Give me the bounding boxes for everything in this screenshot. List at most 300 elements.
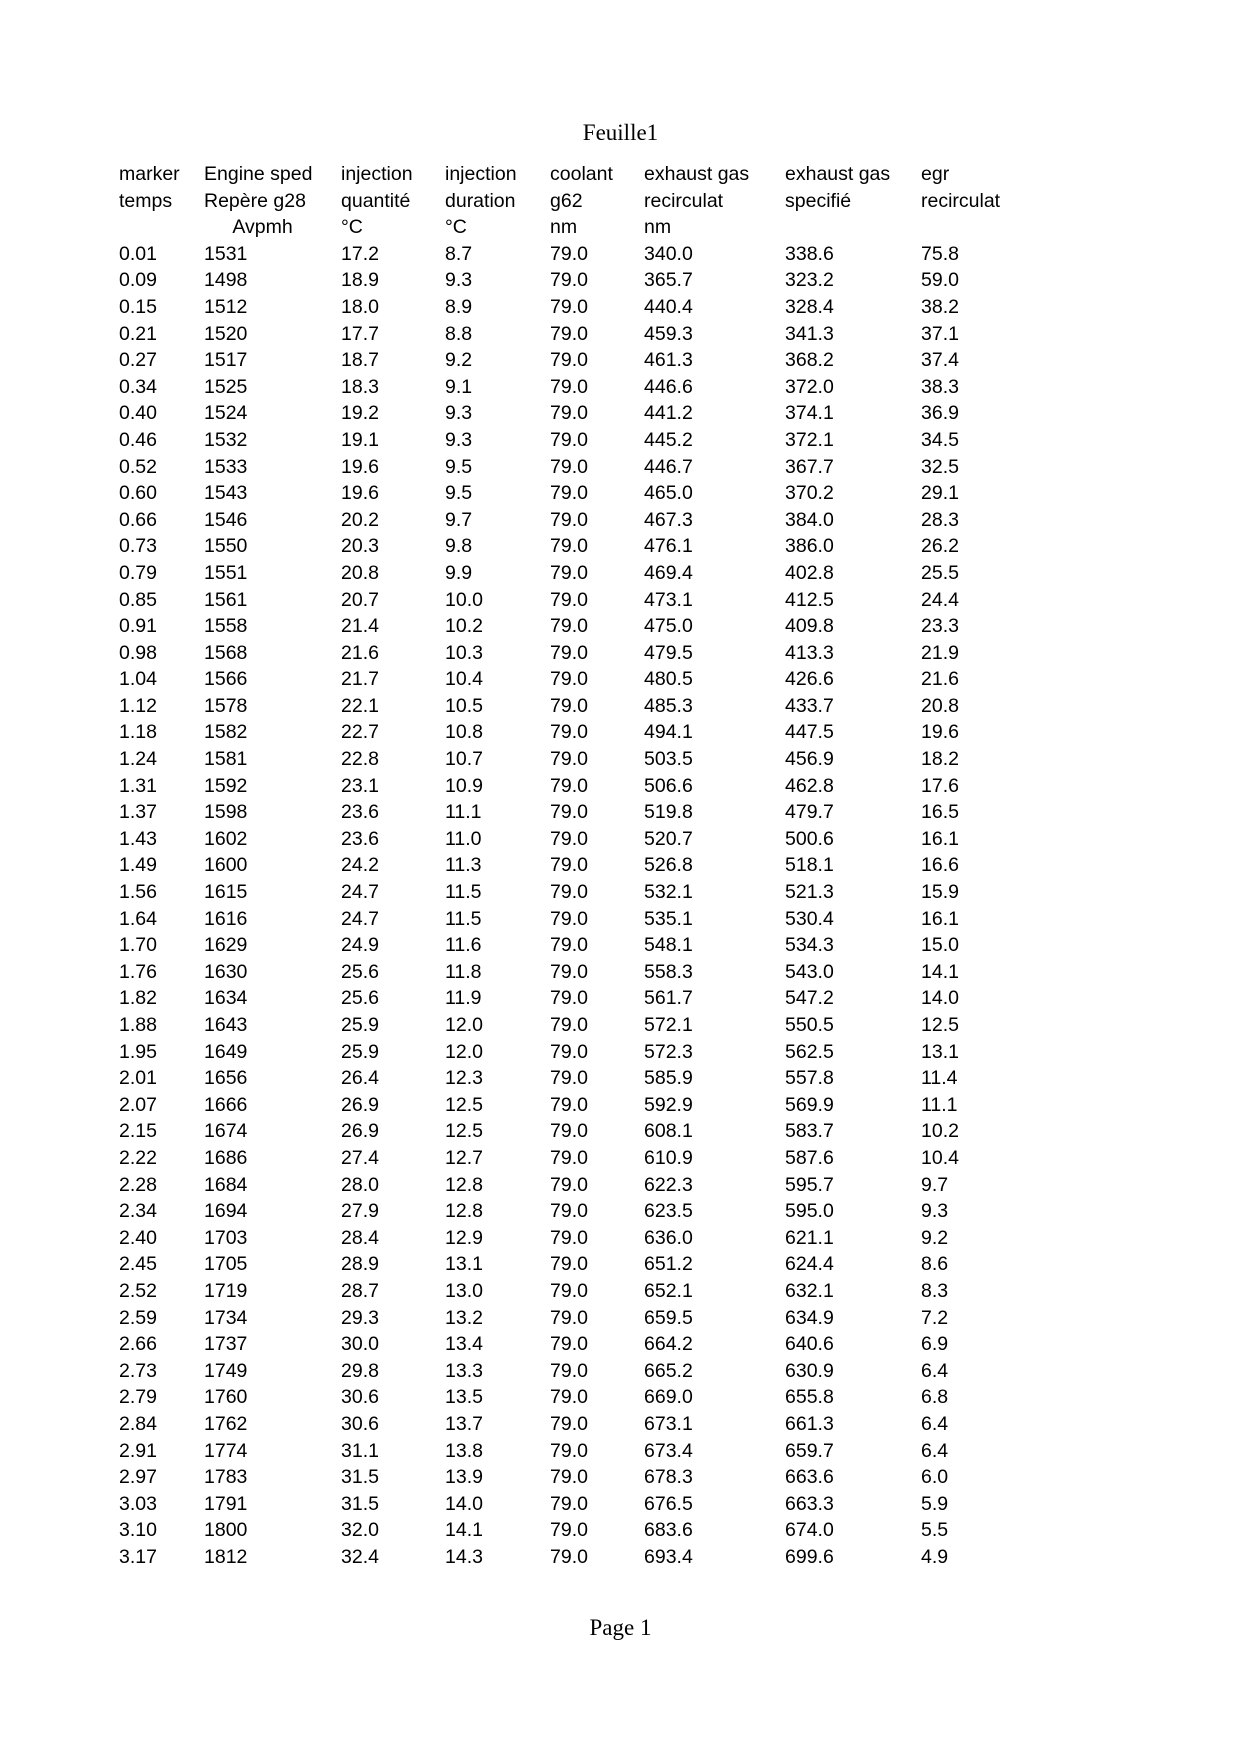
cell-exhaust-gas-recirculation: 446.6: [644, 375, 693, 398]
table-row: [119, 719, 1021, 746]
cell-marker: 0.85: [119, 588, 157, 611]
cell-injection-duration: 11.5: [445, 907, 482, 930]
cell-marker: 0.15: [119, 295, 157, 318]
cell-injection-quantity: 21.4: [341, 615, 379, 638]
cell-engine-speed: 1737: [204, 1333, 248, 1356]
cell-injection-quantity: 23.1: [341, 774, 379, 797]
cell-engine-speed: 1666: [204, 1093, 248, 1116]
cell-egr-recirculation: 37.1: [921, 322, 959, 345]
cell-exhaust-gas-specified: 632.1: [785, 1279, 834, 1302]
cell-exhaust-gas-specified: 663.3: [785, 1492, 834, 1515]
cell-coolant: 79.0: [550, 1359, 588, 1382]
cell-coolant: 79.0: [550, 694, 588, 717]
cell-coolant: 79.0: [550, 668, 588, 691]
cell-marker: 2.66: [119, 1333, 157, 1356]
table-row: [119, 799, 1021, 826]
cell-injection-quantity: 20.2: [341, 508, 379, 531]
cell-coolant: 79.0: [550, 801, 588, 824]
cell-exhaust-gas-recirculation: 461.3: [644, 349, 693, 372]
cell-exhaust-gas-recirculation: 467.3: [644, 508, 693, 531]
cell-engine-speed: 1532: [204, 428, 248, 451]
table-row: [119, 1039, 1021, 1066]
cell-coolant: 79.0: [550, 960, 588, 983]
cell-exhaust-gas-specified: 338.6: [785, 242, 834, 265]
cell-coolant: 79.0: [550, 1014, 588, 1036]
cell-egr-recirculation: 11.1: [921, 1093, 958, 1116]
table-row: [119, 1305, 1021, 1332]
cell-egr-recirculation: 26.2: [921, 535, 959, 558]
cell-injection-duration: 11.3: [445, 854, 482, 877]
cell-exhaust-gas-specified: 368.2: [785, 349, 834, 372]
cell-egr-recirculation: 6.4: [921, 1412, 949, 1435]
cell-injection-duration: 12.8: [445, 1173, 483, 1196]
cell-marker: 1.49: [119, 854, 157, 877]
table-row: [119, 400, 1021, 427]
cell-egr-recirculation: 23.3: [921, 615, 959, 638]
cell-exhaust-gas-specified: 409.8: [785, 615, 834, 638]
cell-coolant: 79.0: [550, 269, 588, 292]
cell-exhaust-gas-specified: 518.1: [785, 854, 834, 877]
cell-injection-quantity: 17.2: [341, 242, 379, 265]
cell-egr-recirculation: 75.8: [921, 242, 959, 265]
header-cell-exhaust-gas-recirculation: exhaust gas recirculat nm: [644, 163, 750, 239]
cell-injection-quantity: 28.4: [341, 1226, 379, 1249]
sheet-title: Feuille1: [582, 120, 659, 145]
cell-exhaust-gas-recirculation: 572.1: [644, 1014, 693, 1036]
cell-coolant: 79.0: [550, 1200, 588, 1223]
cell-engine-speed: 1581: [204, 748, 248, 771]
cell-injection-duration: 11.1: [445, 801, 482, 824]
cell-egr-recirculation: 9.7: [921, 1173, 949, 1196]
cell-egr-recirculation: 18.2: [921, 748, 959, 771]
cell-egr-recirculation: 6.8: [921, 1386, 949, 1409]
cell-egr-recirculation: 16.1: [921, 827, 959, 850]
cell-engine-speed: 1615: [204, 881, 248, 904]
cell-egr-recirculation: 19.6: [921, 721, 959, 744]
cell-injection-duration: 9.5: [445, 482, 473, 505]
table-row: [119, 533, 1021, 560]
cell-engine-speed: 1629: [204, 934, 248, 957]
cell-marker: 2.52: [119, 1279, 157, 1302]
cell-injection-quantity: 22.7: [341, 721, 379, 744]
cell-engine-speed: 1800: [204, 1519, 248, 1542]
cell-egr-recirculation: 5.9: [921, 1492, 949, 1515]
cell-marker: 1.18: [119, 721, 157, 744]
cell-exhaust-gas-specified: 412.5: [785, 588, 834, 611]
cell-injection-duration: 13.1: [445, 1253, 483, 1276]
cell-coolant: 79.0: [550, 615, 588, 638]
cell-egr-recirculation: 38.2: [921, 295, 959, 318]
cell-injection-quantity: 22.8: [341, 748, 379, 771]
cell-exhaust-gas-specified: 426.6: [785, 668, 834, 691]
cell-exhaust-gas-recirculation: 673.1: [644, 1412, 693, 1435]
cell-injection-duration: 12.9: [445, 1226, 483, 1249]
cell-engine-speed: 1783: [204, 1466, 248, 1489]
cell-marker: 0.01: [119, 242, 157, 265]
cell-marker: 2.84: [119, 1412, 157, 1435]
cell-injection-quantity: 25.9: [341, 1040, 379, 1063]
cell-injection-duration: 9.3: [445, 428, 473, 451]
cell-coolant: 79.0: [550, 1120, 588, 1143]
cell-exhaust-gas-specified: 550.5: [785, 1014, 834, 1036]
cell-engine-speed: 1550: [204, 535, 248, 558]
table-row: [119, 1065, 1021, 1092]
cell-injection-duration: 13.9: [445, 1466, 483, 1489]
cell-injection-quantity: 32.4: [341, 1545, 379, 1568]
cell-coolant: 79.0: [550, 854, 588, 877]
cell-injection-quantity: 25.9: [341, 1014, 379, 1036]
cell-marker: 0.66: [119, 508, 157, 531]
cell-engine-speed: 1512: [204, 295, 248, 318]
table-row: [119, 454, 1021, 481]
cell-injection-duration: 8.8: [445, 322, 473, 345]
cell-injection-duration: 9.3: [445, 402, 473, 425]
cell-exhaust-gas-recirculation: 652.1: [644, 1279, 693, 1302]
cell-exhaust-gas-specified: 456.9: [785, 748, 834, 771]
cell-injection-duration: 13.2: [445, 1306, 483, 1329]
cell-exhaust-gas-specified: 624.4: [785, 1253, 834, 1276]
cell-exhaust-gas-recirculation: 561.7: [644, 987, 693, 1010]
table-row: [119, 852, 1021, 879]
table-row: [119, 773, 1021, 800]
cell-engine-speed: 1533: [204, 455, 248, 478]
cell-coolant: 79.0: [550, 295, 588, 318]
cell-injection-duration: 12.0: [445, 1014, 483, 1036]
header-cell-coolant: coolant g62 nm: [550, 163, 613, 239]
cell-exhaust-gas-recirculation: 665.2: [644, 1359, 693, 1382]
cell-engine-speed: 1812: [204, 1545, 248, 1568]
cell-egr-recirculation: 16.5: [921, 801, 959, 824]
cell-injection-quantity: 24.7: [341, 907, 379, 930]
cell-injection-duration: 13.3: [445, 1359, 483, 1382]
cell-exhaust-gas-specified: 341.3: [785, 322, 834, 345]
cell-marker: 2.91: [119, 1439, 157, 1462]
cell-egr-recirculation: 36.9: [921, 402, 959, 425]
cell-injection-duration: 13.8: [445, 1439, 483, 1462]
cell-injection-quantity: 25.6: [341, 960, 379, 983]
table-row: [119, 1464, 1021, 1491]
cell-egr-recirculation: 9.2: [921, 1226, 949, 1249]
table-row: [119, 294, 1021, 321]
cell-injection-quantity: 20.3: [341, 535, 379, 558]
cell-exhaust-gas-recirculation: 608.1: [644, 1120, 693, 1143]
cell-exhaust-gas-recirculation: 659.5: [644, 1306, 693, 1329]
cell-marker: 1.43: [119, 827, 157, 850]
cell-coolant: 79.0: [550, 428, 588, 451]
table-row: [119, 1145, 1021, 1172]
cell-injection-duration: 12.5: [445, 1120, 483, 1143]
table-row: [119, 1411, 1021, 1438]
cell-coolant: 79.0: [550, 482, 588, 505]
cell-exhaust-gas-recirculation: 592.9: [644, 1093, 693, 1116]
cell-marker: 2.40: [119, 1226, 157, 1249]
cell-coolant: 79.0: [550, 455, 588, 478]
header-cell-injection-duration: injection duration °C: [445, 163, 517, 239]
cell-injection-quantity: 31.1: [341, 1439, 379, 1462]
cell-exhaust-gas-recirculation: 669.0: [644, 1386, 693, 1409]
cell-exhaust-gas-specified: 674.0: [785, 1519, 834, 1542]
cell-engine-speed: 1520: [204, 322, 248, 345]
cell-exhaust-gas-specified: 655.8: [785, 1386, 834, 1409]
cell-exhaust-gas-specified: 413.3: [785, 641, 834, 664]
page-footer: Page 1: [589, 1615, 652, 1640]
cell-engine-speed: 1674: [204, 1120, 248, 1143]
cell-marker: 2.28: [119, 1173, 157, 1196]
table-row: [119, 1438, 1021, 1465]
table-row: [119, 587, 1021, 614]
cell-marker: 0.21: [119, 322, 157, 345]
cell-marker: 0.91: [119, 615, 157, 638]
cell-coolant: 79.0: [550, 1333, 588, 1356]
cell-marker: 1.12: [119, 694, 157, 717]
header-row: [119, 161, 1021, 241]
cell-exhaust-gas-specified: 659.7: [785, 1439, 834, 1462]
cell-engine-speed: 1517: [204, 349, 248, 372]
cell-exhaust-gas-specified: 534.3: [785, 934, 834, 957]
cell-exhaust-gas-recirculation: 610.9: [644, 1146, 693, 1169]
cell-exhaust-gas-specified: 661.3: [785, 1412, 834, 1435]
cell-injection-quantity: 19.6: [341, 455, 379, 478]
cell-engine-speed: 1524: [204, 402, 248, 425]
cell-coolant: 79.0: [550, 1492, 588, 1515]
cell-coolant: 79.0: [550, 1545, 588, 1568]
cell-injection-duration: 13.0: [445, 1279, 483, 1302]
cell-engine-speed: 1525: [204, 375, 248, 398]
cell-exhaust-gas-recirculation: 494.1: [644, 721, 693, 744]
cell-coolant: 79.0: [550, 907, 588, 930]
cell-marker: 3.17: [119, 1545, 157, 1568]
cell-engine-speed: 1643: [204, 1014, 248, 1036]
header-cell-exhaust-gas-specified: exhaust gas specifié: [785, 163, 891, 212]
cell-coolant: 79.0: [550, 588, 588, 611]
table-row: [119, 985, 1021, 1012]
cell-injection-duration: 11.8: [445, 960, 482, 983]
cell-exhaust-gas-specified: 630.9: [785, 1359, 834, 1382]
cell-exhaust-gas-specified: 595.7: [785, 1173, 834, 1196]
cell-exhaust-gas-recirculation: 683.6: [644, 1519, 693, 1542]
cell-injection-duration: 10.8: [445, 721, 483, 744]
cell-injection-quantity: 26.9: [341, 1120, 379, 1143]
cell-injection-duration: 11.5: [445, 881, 482, 904]
cell-marker: 1.56: [119, 881, 157, 904]
cell-engine-speed: 1774: [204, 1439, 248, 1462]
table-row: [119, 640, 1021, 667]
cell-injection-quantity: 18.0: [341, 295, 379, 318]
cell-coolant: 79.0: [550, 1146, 588, 1169]
cell-injection-duration: 11.0: [445, 827, 482, 850]
cell-engine-speed: 1551: [204, 561, 248, 584]
table-row: [119, 560, 1021, 587]
cell-exhaust-gas-recirculation: 519.8: [644, 801, 693, 824]
cell-egr-recirculation: 21.6: [921, 668, 959, 691]
cell-egr-recirculation: 4.9: [921, 1545, 949, 1568]
cell-exhaust-gas-recirculation: 465.0: [644, 482, 693, 505]
cell-egr-recirculation: 14.0: [921, 987, 959, 1010]
cell-engine-speed: 1578: [204, 694, 248, 717]
cell-exhaust-gas-recirculation: 469.4: [644, 561, 693, 584]
cell-engine-speed: 1749: [204, 1359, 248, 1382]
cell-exhaust-gas-specified: 640.6: [785, 1333, 834, 1356]
cell-exhaust-gas-recirculation: 548.1: [644, 934, 693, 957]
cell-coolant: 79.0: [550, 508, 588, 531]
cell-marker: 0.98: [119, 641, 157, 664]
cell-injection-duration: 14.3: [445, 1545, 483, 1568]
cell-exhaust-gas-recirculation: 664.2: [644, 1333, 693, 1356]
cell-injection-duration: 13.5: [445, 1386, 483, 1409]
table-row: [119, 1491, 1021, 1518]
cell-exhaust-gas-recirculation: 479.5: [644, 641, 693, 664]
cell-exhaust-gas-recirculation: 572.3: [644, 1040, 693, 1063]
cell-engine-speed: 1561: [204, 588, 248, 611]
table-row: [119, 1118, 1021, 1145]
cell-coolant: 79.0: [550, 1040, 588, 1063]
cell-injection-quantity: 30.6: [341, 1412, 379, 1435]
cell-engine-speed: 1649: [204, 1040, 248, 1063]
cell-marker: 0.27: [119, 349, 157, 372]
cell-marker: 1.37: [119, 801, 157, 824]
cell-injection-quantity: 24.2: [341, 854, 379, 877]
cell-egr-recirculation: 10.4: [921, 1146, 959, 1169]
cell-marker: 1.24: [119, 748, 157, 771]
cell-coolant: 79.0: [550, 774, 588, 797]
cell-exhaust-gas-specified: 447.5: [785, 721, 834, 744]
cell-exhaust-gas-specified: 462.8: [785, 774, 834, 797]
cell-exhaust-gas-recirculation: 445.2: [644, 428, 693, 451]
table-row: [119, 932, 1021, 959]
cell-exhaust-gas-specified: 583.7: [785, 1120, 834, 1143]
cell-exhaust-gas-recirculation: 693.4: [644, 1545, 693, 1568]
table-row: [119, 1012, 1021, 1039]
cell-injection-duration: 9.3: [445, 269, 473, 292]
cell-injection-quantity: 27.4: [341, 1146, 379, 1169]
cell-injection-duration: 12.7: [445, 1146, 483, 1169]
cell-injection-duration: 8.9: [445, 295, 473, 318]
cell-injection-quantity: 23.6: [341, 801, 379, 824]
cell-injection-quantity: 18.9: [341, 269, 379, 292]
cell-marker: 2.45: [119, 1253, 157, 1276]
table-row: [119, 1251, 1021, 1278]
cell-coolant: 79.0: [550, 535, 588, 558]
cell-engine-speed: 1684: [204, 1173, 248, 1196]
cell-egr-recirculation: 25.5: [921, 561, 959, 584]
cell-egr-recirculation: 28.3: [921, 508, 959, 531]
cell-injection-duration: 10.3: [445, 641, 483, 664]
header-cell-marker: marker temps: [119, 163, 180, 212]
cell-injection-quantity: 25.6: [341, 987, 379, 1010]
cell-marker: 2.79: [119, 1386, 157, 1409]
cell-exhaust-gas-recirculation: 585.9: [644, 1067, 693, 1090]
cell-egr-recirculation: 37.4: [921, 349, 959, 372]
cell-injection-quantity: 17.7: [341, 322, 379, 345]
cell-marker: 2.34: [119, 1200, 157, 1223]
table-row: [119, 374, 1021, 401]
cell-exhaust-gas-specified: 323.2: [785, 269, 834, 292]
cell-exhaust-gas-recirculation: 440.4: [644, 295, 693, 318]
table-row: [119, 666, 1021, 693]
cell-exhaust-gas-specified: 521.3: [785, 881, 834, 904]
cell-egr-recirculation: 6.9: [921, 1333, 949, 1356]
cell-coolant: 79.0: [550, 1067, 588, 1090]
cell-injection-duration: 9.8: [445, 535, 473, 558]
cell-egr-recirculation: 21.9: [921, 641, 959, 664]
cell-injection-quantity: 30.0: [341, 1333, 379, 1356]
cell-egr-recirculation: 12.5: [921, 1014, 959, 1036]
cell-exhaust-gas-recirculation: 636.0: [644, 1226, 693, 1249]
cell-injection-duration: 10.2: [445, 615, 483, 638]
cell-coolant: 79.0: [550, 1173, 588, 1196]
table-row: [119, 267, 1021, 294]
cell-egr-recirculation: 11.4: [921, 1067, 958, 1090]
cell-exhaust-gas-specified: 479.7: [785, 801, 834, 824]
table-row: [119, 746, 1021, 773]
cell-egr-recirculation: 5.5: [921, 1519, 949, 1542]
cell-marker: 2.15: [119, 1120, 157, 1143]
cell-egr-recirculation: 13.1: [921, 1040, 959, 1063]
cell-exhaust-gas-specified: 557.8: [785, 1067, 834, 1090]
table-row: [119, 1172, 1021, 1199]
cell-coolant: 79.0: [550, 402, 588, 425]
cell-coolant: 79.0: [550, 1279, 588, 1302]
cell-exhaust-gas-specified: 530.4: [785, 907, 834, 930]
cell-injection-quantity: 32.0: [341, 1519, 379, 1542]
cell-exhaust-gas-specified: 595.0: [785, 1200, 834, 1223]
cell-injection-quantity: 24.9: [341, 934, 379, 957]
cell-injection-duration: 13.7: [445, 1412, 483, 1435]
cell-marker: 0.52: [119, 455, 157, 478]
cell-injection-duration: 10.0: [445, 588, 483, 611]
table-row: [119, 321, 1021, 348]
cell-exhaust-gas-specified: 634.9: [785, 1306, 834, 1329]
cell-exhaust-gas-specified: 374.1: [785, 402, 834, 425]
cell-egr-recirculation: 16.6: [921, 854, 959, 877]
cell-exhaust-gas-specified: 663.6: [785, 1466, 834, 1489]
cell-coolant: 79.0: [550, 561, 588, 584]
cell-egr-recirculation: 29.1: [921, 482, 959, 505]
cell-exhaust-gas-recirculation: 480.5: [644, 668, 693, 691]
cell-exhaust-gas-recirculation: 678.3: [644, 1466, 693, 1489]
cell-egr-recirculation: 15.9: [921, 881, 959, 904]
cell-exhaust-gas-recirculation: 623.5: [644, 1200, 693, 1223]
cell-coolant: 79.0: [550, 375, 588, 398]
cell-coolant: 79.0: [550, 721, 588, 744]
cell-exhaust-gas-specified: 384.0: [785, 508, 834, 531]
cell-injection-quantity: 29.3: [341, 1306, 379, 1329]
cell-injection-duration: 12.8: [445, 1200, 483, 1223]
cell-injection-duration: 9.5: [445, 455, 473, 478]
cell-egr-recirculation: 34.5: [921, 428, 959, 451]
cell-injection-duration: 12.0: [445, 1040, 483, 1063]
cell-egr-recirculation: 38.3: [921, 375, 959, 398]
cell-exhaust-gas-specified: 402.8: [785, 561, 834, 584]
cell-injection-quantity: 27.9: [341, 1200, 379, 1223]
header-cell-engine-speed: Engine sped Repère g28 Avpmh: [204, 163, 313, 239]
cell-exhaust-gas-specified: 621.1: [785, 1226, 834, 1249]
cell-engine-speed: 1630: [204, 960, 248, 983]
cell-exhaust-gas-recirculation: 676.5: [644, 1492, 693, 1515]
cell-coolant: 79.0: [550, 242, 588, 265]
cell-egr-recirculation: 8.6: [921, 1253, 949, 1276]
cell-exhaust-gas-specified: 372.0: [785, 375, 834, 398]
cell-egr-recirculation: 7.2: [921, 1306, 949, 1329]
table-header: [119, 161, 1021, 241]
cell-exhaust-gas-recirculation: 503.5: [644, 748, 693, 771]
table-row: [119, 1092, 1021, 1119]
cell-injection-quantity: 29.8: [341, 1359, 379, 1382]
cell-engine-speed: 1616: [204, 907, 248, 930]
cell-marker: 3.03: [119, 1492, 157, 1515]
cell-egr-recirculation: 14.1: [921, 960, 959, 983]
cell-engine-speed: 1566: [204, 668, 248, 691]
